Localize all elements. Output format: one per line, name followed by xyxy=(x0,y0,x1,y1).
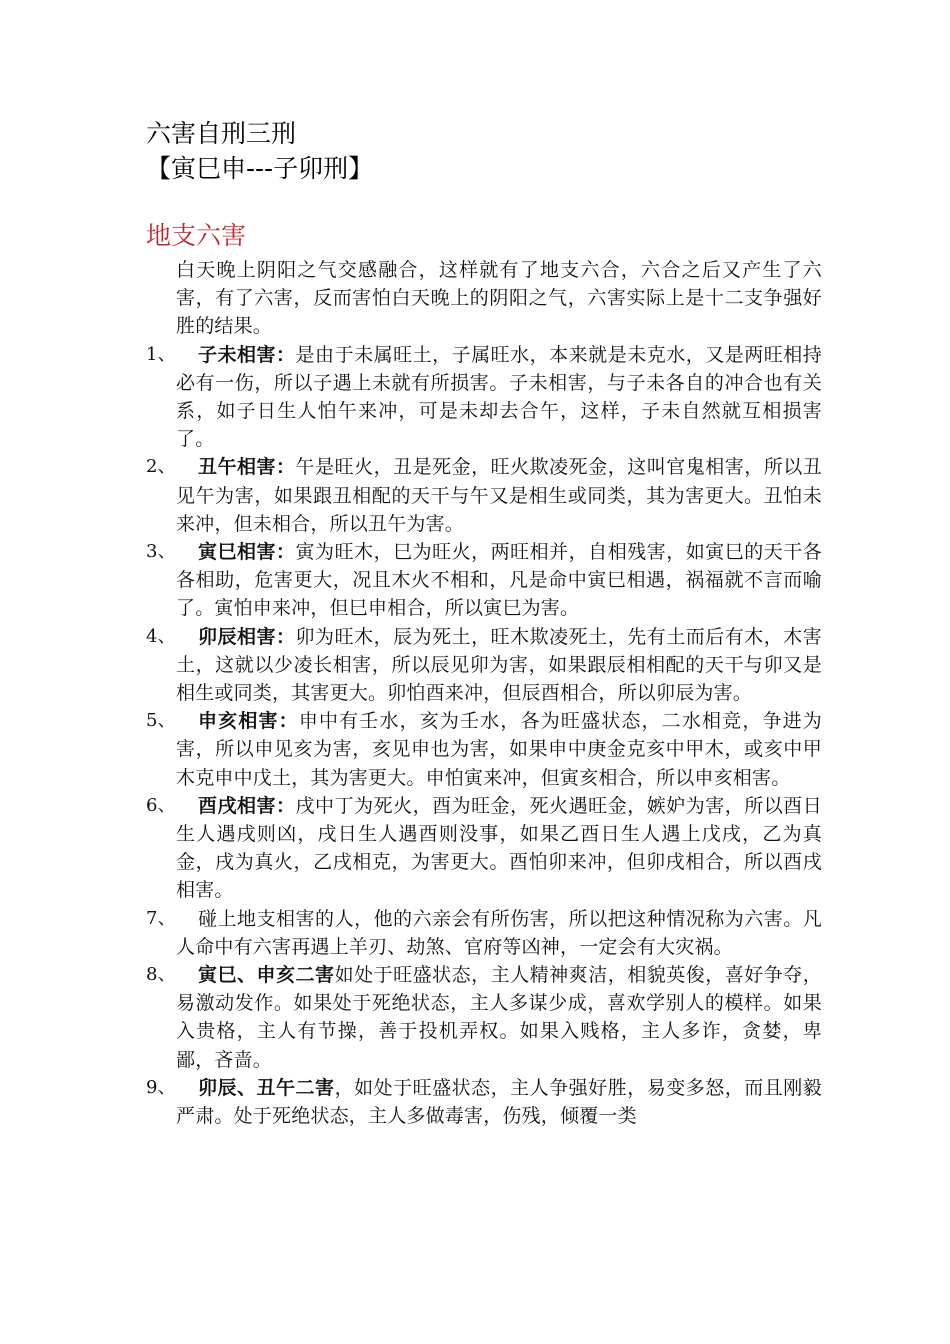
item-content: 碰上地支相害的人，他的六亲会有所伤害，所以把这种情况称为六害。凡人命中有六害再遇上羊刃、劫煞、官府等凶神，一定会有大灾祸。 xyxy=(176,907,822,958)
item-number: 9、 xyxy=(146,1076,176,1098)
item-content: 戌中丁为死火，酉为旺金，死火遇旺金，嫉妒为害，所以酉日生人遇戌则凶，戌日生人遇酉则没事，如果乙酉日生人遇上戊戌，乙为真金，戌为真火，乙戌相克，为害更大。酉怕卯来冲，但卯戌相合，所以酉戌相害。 xyxy=(176,794,822,902)
list-item xyxy=(146,961,822,1074)
item-number: 3、 xyxy=(146,541,176,563)
item-heading: 酉戌相害： xyxy=(198,794,296,817)
item-text xyxy=(176,961,822,1074)
item-text xyxy=(176,453,822,538)
item-content: ，如处于旺盛状态，主人争强好胜，易变多怒，而且刚毅严肃。处于死绝状态，主人多做毒害，伤残，倾覆一类 xyxy=(176,1076,822,1128)
content-body xyxy=(146,256,822,1130)
item-heading: 子未相害： xyxy=(198,343,296,366)
item-text xyxy=(176,905,822,961)
section-heading: 地支六害 xyxy=(146,221,247,250)
item-heading: 卯辰、丑午二害 xyxy=(198,1076,335,1099)
list-item xyxy=(146,538,822,623)
title-line-1: 六害自刑三刑 xyxy=(146,119,297,148)
intro-paragraph: 白天晚上阴阳之气交感融合，这样就有了地支六合，六合之后又产生了六害，有了六害，反而害怕白天晚上的阴阳之气，六害实际上是十二支争强好胜的结果。 xyxy=(176,259,822,338)
item-content: 是由于未属旺土，子属旺水，本来就是未克水，又是两旺相持必有一伤，所以子遇上未就有所损害。子未相害，与子未各自的冲合也有关系，如子日生人怕午来冲，可是未却去合午，这样，子未自然就互相损害了。 xyxy=(176,343,822,451)
list-item xyxy=(146,905,822,961)
list-item xyxy=(146,341,822,454)
item-text xyxy=(176,1074,822,1130)
list-item xyxy=(146,792,822,905)
item-text xyxy=(176,707,822,792)
document-title xyxy=(146,116,373,186)
item-number: 7、 xyxy=(146,907,176,929)
item-heading: 寅巳、申亥二害 xyxy=(198,964,335,987)
item-content: 如处于旺盛状态，主人精神爽洁，相貌英俊，喜好争夺，易激动发作。如果处于死绝状态，主人多谋少成，喜欢学别人的模样。如果入贵格，主人有节操，善于投机弄权。如果入贱格，主人多诈，贪婪，卑鄙，吝啬。 xyxy=(176,964,822,1071)
item-heading: 丑午相害： xyxy=(198,456,296,479)
item-content: 卯为旺木，辰为死土，旺木欺凌死土，先有土而后有木，木害土，这就以少凌长相害，所以辰见卯为害，如果跟辰相相配的天干与卯又是相生或同类，其害更大。卯怕酉来冲，但辰酉相合，所以卯辰为害。 xyxy=(176,625,822,705)
list-item xyxy=(146,623,822,708)
item-content: 申中有壬水，亥为壬水，各为旺盛状态，二水相竞，争进为害，所以申见亥为害，亥见申也为害，如果申中庚金克亥中甲木，或亥中甲木克申中戊土，其为害更大。申怕寅来冲，但寅亥相合，所以申亥相害。 xyxy=(176,710,822,789)
item-content: 寅为旺木，巳为旺火，两旺相并，自相残害，如寅巳的天干各各相助，危害更大，况且木火不相和，凡是命中寅巳相遇，祸福就不言而喻了。寅怕申来冲，但巳申相合，所以寅巳为害。 xyxy=(176,541,822,620)
item-heading: 申亥相害： xyxy=(198,710,299,733)
item-text xyxy=(176,341,822,454)
item-content: 午是旺火，丑是死金，旺火欺凌死金，这叫官鬼相害，所以丑见午为害，如果跟丑相配的天干与午又是相生或同类，其为害更大。丑怕未来冲，但未相合，所以丑午为害。 xyxy=(176,456,822,535)
item-number: 4、 xyxy=(146,625,176,647)
item-number: 1、 xyxy=(146,343,176,365)
item-heading: 寅巳相害： xyxy=(198,541,296,564)
item-text xyxy=(176,792,822,905)
item-number: 8、 xyxy=(146,964,176,986)
list-item xyxy=(146,453,822,538)
item-number: 5、 xyxy=(146,710,176,732)
list-item xyxy=(146,707,822,792)
title-line-2: 【寅巳申---子卯刑】 xyxy=(146,154,374,183)
item-heading: 卯辰相害： xyxy=(198,625,296,648)
item-number: 6、 xyxy=(146,794,176,816)
item-text xyxy=(176,538,822,623)
list-item xyxy=(146,1074,822,1130)
item-text xyxy=(176,623,822,708)
item-number: 2、 xyxy=(146,456,176,478)
